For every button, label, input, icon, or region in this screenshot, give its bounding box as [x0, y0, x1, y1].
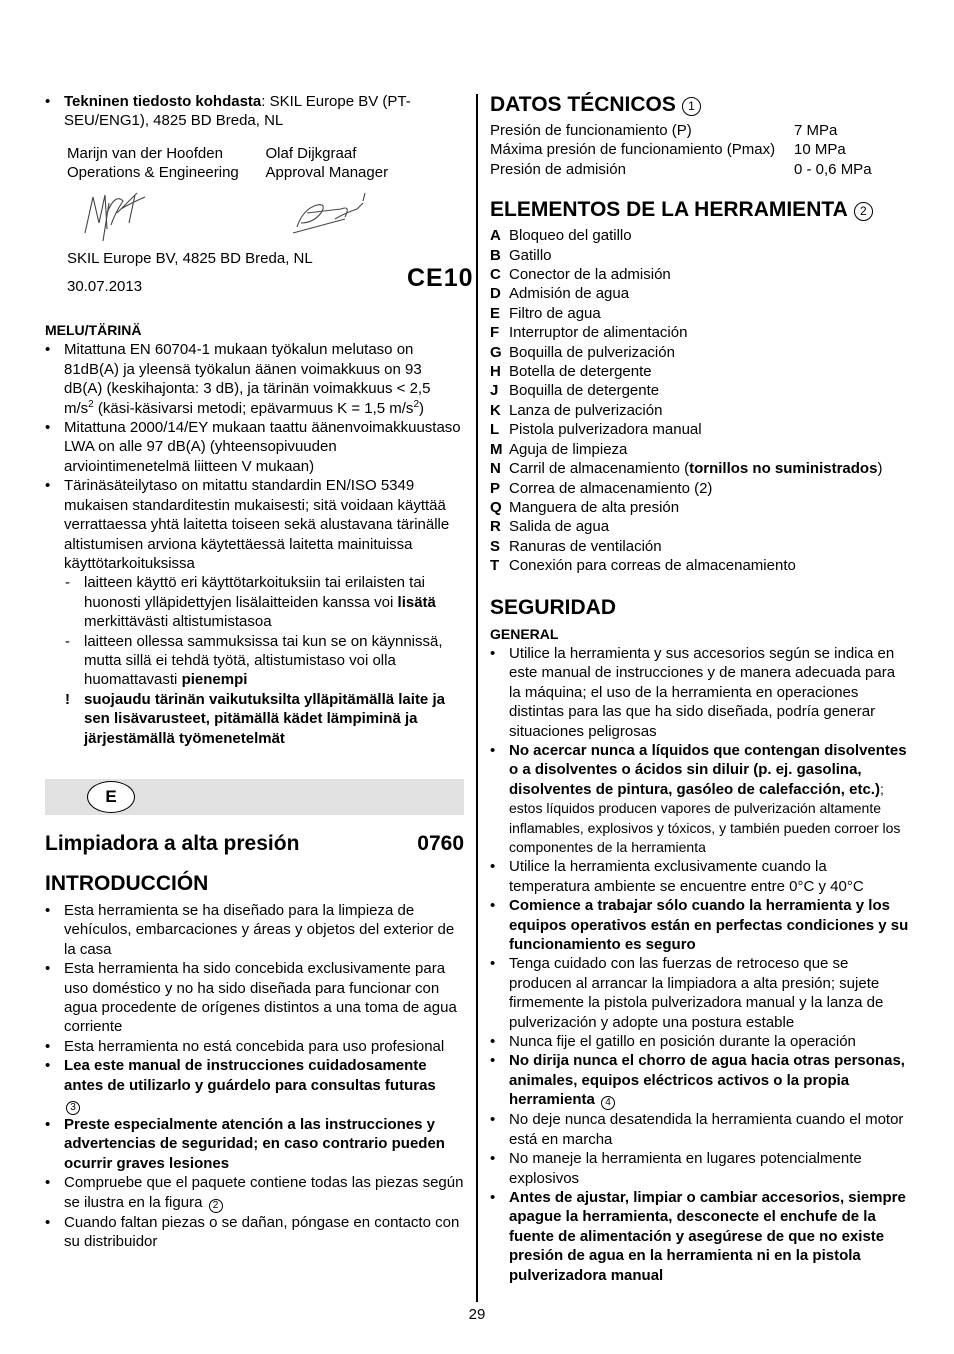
ce-mark: CE10	[407, 264, 474, 293]
signatory-1: Marijn van der Hoofden Operations & Engineering	[67, 144, 239, 182]
figure-ref-icon: 3	[66, 1101, 80, 1115]
product-title	[45, 831, 464, 857]
spec-row: Máxima presión de funcionamiento (Pmax) 10 MPa	[490, 141, 846, 159]
part-item	[490, 459, 910, 478]
part-item	[490, 304, 910, 323]
product-number: 0760	[417, 831, 464, 855]
part-item	[490, 479, 910, 498]
figure-ref-icon: 2	[854, 202, 873, 221]
signatories	[45, 144, 464, 183]
part-item	[490, 556, 910, 575]
intro-item-6: • Compruebe que el paquete contiene todas las piezas según se ilustra en la figura 2	[45, 1173, 464, 1212]
part-key: J	[490, 382, 499, 400]
intro-item-4: • Lea este manual de instrucciones cuidadosamente antes de utilizarlo y guárdelo para consultas futuras 3	[45, 1056, 464, 1115]
warning-item: ! suojaudu tärinän vaikutuksilta ylläpitämällä laite ja sen lisävarusteet, pitämällä kädet lämpiminä ja järjestämällä työmenetelmät	[45, 690, 464, 748]
intro-item-1: • Esta herramienta se ha diseñado para la limpieza de vehículos, embarcaciones y áreas y objetos del exterior de la casa	[45, 901, 464, 959]
part-item	[490, 362, 910, 381]
part-label: Aguja de limpieza	[509, 440, 628, 458]
intro-item-3: • Esta herramienta no está concebida para uso profesional	[45, 1037, 464, 1056]
part-item	[490, 246, 910, 265]
melu-item-2: • Mitattuna 2000/14/EY mukaan taattu äänenvoimakkuustaso LWA on alle 97 dB(A) (yhteensopivuuden arviointimenetelmä liitteen V mukaan)	[45, 418, 464, 476]
datos-heading: DATOS TÉCNICOS 1	[490, 92, 910, 118]
part-key: H	[490, 363, 501, 381]
part-label: Salida de agua	[509, 518, 610, 536]
part-key: N	[490, 460, 501, 478]
part-item	[490, 323, 910, 342]
elementos-heading: ELEMENTOS DE LA HERRAMIENTA 2	[490, 197, 910, 223]
part-label: Manguera de alta presión	[509, 498, 680, 516]
part-item	[490, 517, 910, 536]
signatures	[45, 183, 464, 247]
safety-item-6: • Nunca fije el gatillo en posición durante la operación	[490, 1032, 910, 1051]
part-label: Filtro de agua	[509, 304, 601, 322]
part-key: E	[490, 304, 501, 322]
signatory-2: Olaf Dijkgraaf Approval Manager	[265, 144, 389, 182]
safety-item-2: • No acercar nunca a líquidos que contengan disolventes o a disolventes o ácidos sin diluir (p. ej. gasolina, disolventes de pintura, gasóleo de calefacción, etc.); estos líquidos producen vapores de pulverización altamente inflamables, explosivos y tóxicos, y también pueden corroer los componentes de la herramienta	[490, 741, 910, 857]
part-key: C	[490, 266, 501, 284]
intro-item-7: • Cuando faltan piezas o se dañan, póngase en contacto con su distribuidor	[45, 1213, 464, 1252]
part-item	[490, 498, 910, 517]
part-item	[490, 381, 910, 400]
figure-ref-icon: 4	[601, 1096, 615, 1110]
tech-file-list	[45, 92, 464, 131]
language-badge: E	[87, 781, 135, 813]
part-item	[490, 265, 910, 284]
part-key: B	[490, 246, 501, 264]
part-key: D	[490, 285, 501, 303]
melu-item-1: • Mitattuna EN 60704-1 mukaan työkalun melutaso on 81dB(A) ja yleensä työkalun äänen voimakkuus on 93 dB(A) (keskihajonta: 3 dB), ja tärinän voimakkuus < 2,5 $m/s^2$ (käsi-käsivarsi metodi; epävarmuus K = 1,5 $m/s^2$)	[45, 340, 464, 418]
safety-item-9: • No maneje la herramienta en lugares potencialmente explosivos	[490, 1149, 910, 1188]
part-item	[490, 401, 910, 420]
language-bar	[45, 779, 464, 815]
part-item	[490, 284, 910, 303]
safety-item-3: • Utilice la herramienta exclusivamente cuando la temperatura ambiente se encuentre entre 0°C y 40°C	[490, 857, 910, 896]
part-label: Admisión de agua	[509, 285, 630, 303]
part-label: Botella de detergente	[509, 363, 652, 381]
melu-item-3: • Tärinäsäteilytaso on mitattu standardin EN/ISO 5349 mukaisen standarditestin mukaisesti; sitä voidaan käyttää verrattaessa yhtä laitetta toiseen sekä alustavana tärinälle altistumisen arviona käytettäessä laitetta mainituissa käyttötarkoituksissa	[45, 476, 464, 573]
intro-item-2: • Esta herramienta ha sido concebida exclusivamente para uso doméstico y no ha sido diseñada para funcionar con agua procedente de orígenes distintos a una toma de agua corriente	[45, 959, 464, 1037]
product-name: Limpiadora a alta presión	[45, 831, 300, 855]
part-key: L	[490, 421, 500, 439]
part-key: M	[490, 440, 503, 458]
date: 30.07.2013	[67, 278, 143, 296]
part-item	[490, 537, 910, 556]
part-key: F	[490, 324, 500, 342]
parts-list	[490, 226, 910, 575]
spec-table	[490, 121, 872, 179]
intro-item-5: • Preste especialmente atención a las instrucciones y advertencias de seguridad; en caso contrario pueden ocurrir graves lesiones	[45, 1115, 464, 1173]
part-label: Interruptor de alimentación	[509, 324, 688, 342]
safety-list	[490, 644, 910, 1285]
company-address: SKIL Europe BV, 4825 BD Breda, NL	[67, 249, 313, 267]
column-divider	[476, 94, 478, 1302]
part-key: S	[490, 537, 501, 555]
safety-item-1: • Utilice la herramienta y sus accesorios según se indica en este manual de instrucciones y de manera adecuada para la máquina; el uso de la herramienta en operaciones distintas para las que ha sido diseñada, podría generar situaciones peligrosas	[490, 644, 910, 741]
part-label: Boquilla de pulverización	[509, 343, 675, 361]
signature-2	[293, 193, 365, 233]
part-key: K	[490, 401, 501, 419]
part-label: Conector de la admisión	[509, 266, 671, 284]
dash-item-1: - laitteen käyttö eri käyttötarkoituksiin tai erilaisten tai huonosti ylläpidettyjen lisälaitteiden kanssa voi lisätä merkittävästi altistumistasoa	[45, 573, 464, 631]
page-number: 29	[468, 1306, 486, 1323]
part-label: Pistola pulverizadora manual	[509, 421, 702, 439]
part-key: G	[490, 343, 502, 361]
dash-item-2: - laitteen ollessa sammuksissa tai kun se on käynnissä, mutta sillä ei tehdä työtä, altistumistaso voi olla huomattavasti pienempi	[45, 632, 464, 690]
tech-file-item: • Tekninen tiedosto kohdasta: SKIL Europe BV (PT-SEU/ENG1), 4825 BD Breda, NL	[45, 92, 464, 131]
part-label: Gatillo	[509, 246, 552, 264]
figure-ref-icon: 2	[209, 1199, 223, 1213]
part-label: Conexión para correas de almacenamiento	[509, 557, 796, 575]
spec-row: Presión de funcionamiento (P) 7 MPa	[490, 122, 838, 139]
safety-item-10: • Antes de ajustar, limpiar o cambiar accesorios, siempre apague la herramienta, desconecte el enchufe de la fuente de alimentación y asegúrese de que no existe presión de agua en la herramienta ni en la pistola pulverizadora manual	[490, 1188, 910, 1285]
part-label: Carril de almacenamiento (tornillos no suministrados)	[509, 460, 883, 478]
part-key: T	[490, 557, 500, 575]
part-item	[490, 343, 910, 362]
intro-heading: INTRODUCCIÓN	[45, 871, 209, 895]
left-column	[45, 92, 474, 1251]
part-label: Boquilla de detergente	[509, 382, 660, 400]
part-label: Lanza de pulverización	[509, 401, 663, 419]
spec-row: Presión de admisión 0 - 0,6 MPa	[490, 160, 872, 178]
part-key: P	[490, 479, 501, 497]
part-item	[490, 420, 910, 439]
date-line	[45, 264, 474, 305]
safety-item-8: • No deje nunca desatendida la herramienta cuando el motor está en marcha	[490, 1110, 910, 1149]
seguridad-heading: SEGURIDAD	[490, 595, 617, 619]
safety-item-4: • Comience a trabajar sólo cuando la herramienta y los equipos operativos están en perfectas condiciones y su funcionamiento es seguro	[490, 896, 910, 954]
signature-images	[45, 183, 464, 247]
part-item	[490, 226, 910, 245]
melu-dash-list	[45, 573, 464, 748]
safety-item-5: • Tenga cuidado con las fuerzas de retroceso que se producen al arrancar la limpiadora a alta presión; sujete firmemente la pistola pulverizadora manual y la lanza de pulverización y adopte una postura estable	[490, 954, 910, 1032]
figure-ref-icon: 1	[682, 97, 701, 116]
intro-list	[45, 901, 464, 1252]
melu-list	[45, 340, 464, 573]
right-column	[490, 92, 910, 1285]
part-label: Ranuras de ventilación	[509, 537, 662, 555]
part-item	[490, 440, 910, 459]
signature-1	[85, 193, 145, 241]
general-subheading: GENERAL	[490, 625, 559, 642]
safety-item-7: • No dirija nunca el chorro de agua hacia otras personas, animales, equipos eléctricos activos o la propia herramienta 4	[490, 1051, 910, 1110]
part-key: A	[490, 227, 501, 245]
part-key: Q	[490, 498, 502, 516]
part-label: Bloqueo del gatillo	[509, 227, 632, 245]
melu-heading: MELU/TÄRINÄ	[45, 322, 142, 339]
part-key: R	[490, 518, 501, 536]
part-label: Correa de almacenamiento (2)	[509, 479, 713, 497]
